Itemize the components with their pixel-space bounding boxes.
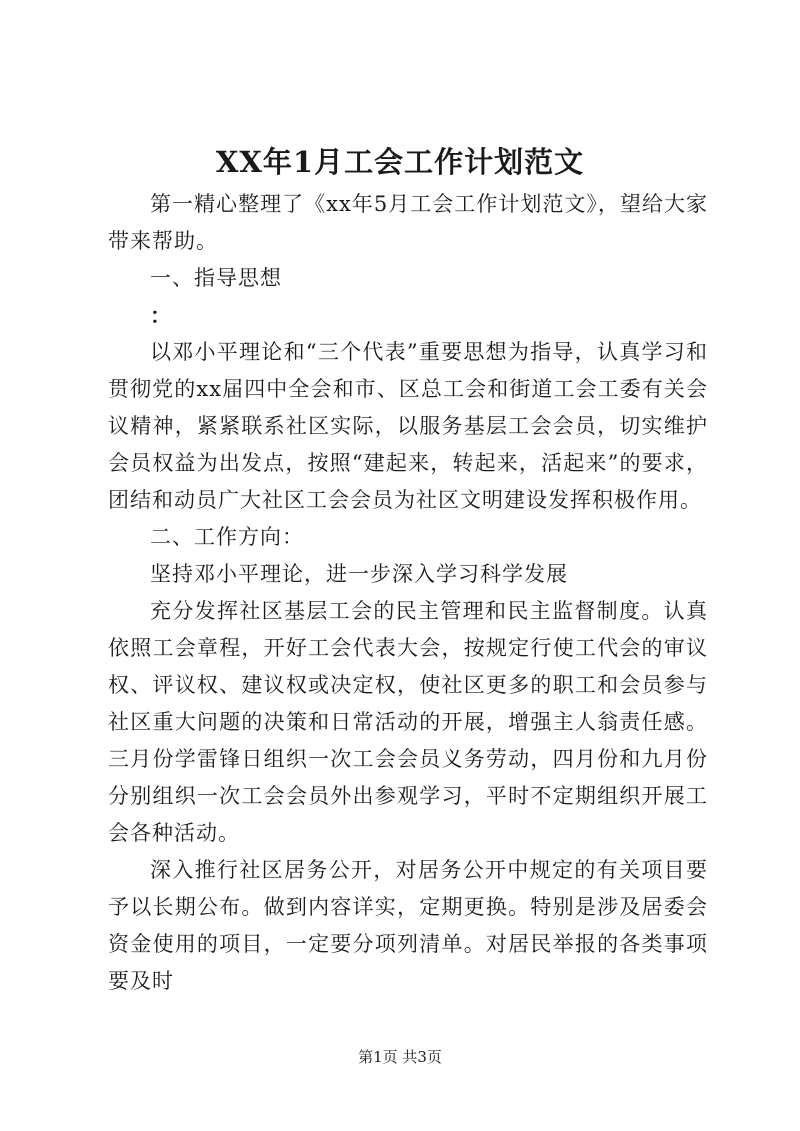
- document-body: [108, 186, 708, 1000]
- affairs-disclosure-paragraph: 深入推行社区居务公开，对居务公开中规定的有关项目要予以长期公布。做到内容详实，定期更换。特别是涉及居委会资金使用的项目，一定要分项列清单。对居民举报的各类事项要及时: [108, 858, 708, 993]
- section-heading-guiding-ideology: 一、指导思想: [150, 266, 282, 290]
- democratic-management-paragraph: 充分发挥社区基层工会的民主管理和民主监督制度。认真依照工会章程，开好工会代表大会，按规定行使工代会的审议权、评议权、建议权或决定权，使社区更多的职工和会员参与社区重大问题的决策和日常活动的开展，增强主人翁责任感。三月份学雷锋日组织一次工会会员义务劳动，四月份和九月份分别组织一次工会会员外出参观学习，平时不定期组织开展工会各种活动。: [108, 599, 708, 845]
- document-title: XX年1月工会工作计划范文: [215, 145, 585, 179]
- direction-paragraph: 坚持邓小平理论，进一步深入学习科学发展: [150, 562, 568, 586]
- intro-paragraph: 第一精心整理了《xx年5月工会工作计划范文》，望给大家带来帮助。: [108, 192, 708, 253]
- page-footer: 第1页 共3页: [358, 1048, 442, 1066]
- section-heading-work-direction: 二、工作方向：: [150, 525, 304, 549]
- colon-line: ：: [150, 303, 172, 328]
- ideology-paragraph: 以邓小平理论和“三个代表”重要思想为指导，认真学习和贯彻党的xx届四中全会和市、区总工会和街道工会工委有关会议精神，紧紧联系社区实际，以服务基层工会会员，切实维护会员权益为出发点，按照“建起来，转起来，活起来”的要求，团结和动员广大社区工会会员为社区文明建设发挥积极作用。: [108, 340, 708, 512]
